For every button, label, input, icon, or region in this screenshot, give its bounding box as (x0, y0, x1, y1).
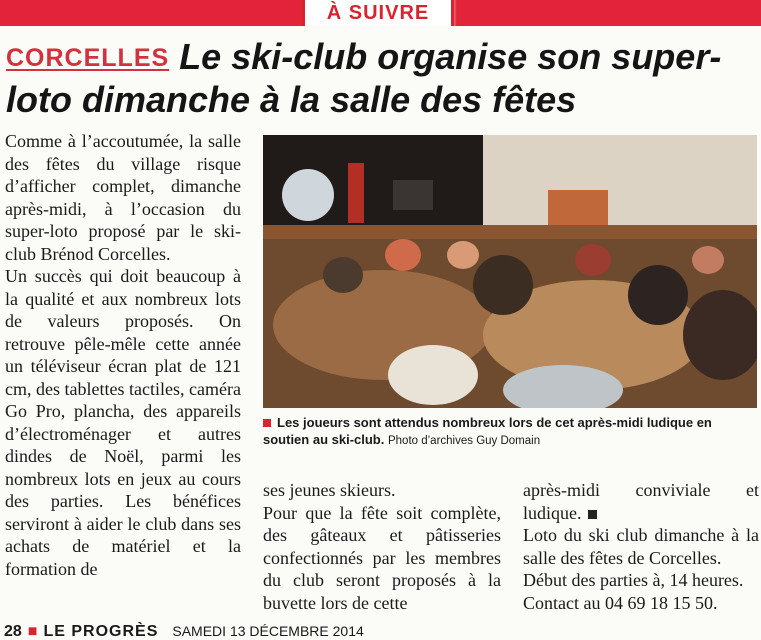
newspaper-name: LE PROGRÈS (43, 623, 159, 640)
section-kicker: À SUIVRE (302, 0, 454, 26)
footer-separator-icon: ■ (27, 623, 38, 640)
article-column-2: ses jeunes skieurs. Pour que la fête soit complète, des gâteaux et pâtisseries confectionnés par les membres du club seront proposés à la buvette lors de cette (263, 480, 501, 613)
photo-credit: Photo d’archives Guy Domain (387, 435, 541, 447)
page-footer (0, 622, 761, 640)
issue-date: SAMEDI 13 DÉCEMBRE 2014 (172, 623, 364, 639)
headline-text: Le ski-club organise son super-loto dimanche à la salle des fêtes (6, 36, 722, 120)
locality-label: CORCELLES (6, 44, 170, 72)
article-column-1: Comme à l’accoutumée, la salle des fêtes du village risque d’afficher complet, dimanche après-midi, à l’occasion du super-loto proposé par le ski-club Brénod Corcelles. Un succès qui doit beaucoup à la qualité et aux nombreux lots de valeurs proposés. On retrouve pêle-mêle cette année un téléviseur écran plat de 121 cm, des tablettes tactiles, caméra Go Pro, plancha, des appareils d’électroménager et autres dindes de Noël, parmi les nombreux lots en jeux au cours des parties. Les bénéfices serviront à aider le club dans ses achats de matériel et la formation de (5, 131, 241, 579)
article-photo (263, 135, 757, 408)
photo-illustration (263, 135, 757, 408)
page-number: 28 (4, 623, 22, 640)
article-column-3 (523, 479, 759, 614)
caption-bullet-icon (263, 419, 271, 427)
column-3-intro: après-midi conviviale et ludique. (523, 480, 759, 523)
caption-text: Les joueurs sont attendus nombreux lors de cet après-midi ludique en soutien au ski-club. (263, 415, 712, 447)
article-headline (6, 36, 756, 121)
photo-caption (263, 414, 757, 450)
end-of-article-icon (588, 510, 597, 519)
event-info: Loto du ski club dimanche à la salle des fêtes de Corcelles. Début des parties à, 14 heures. Contact au 04 69 18 15 50. (523, 525, 759, 613)
